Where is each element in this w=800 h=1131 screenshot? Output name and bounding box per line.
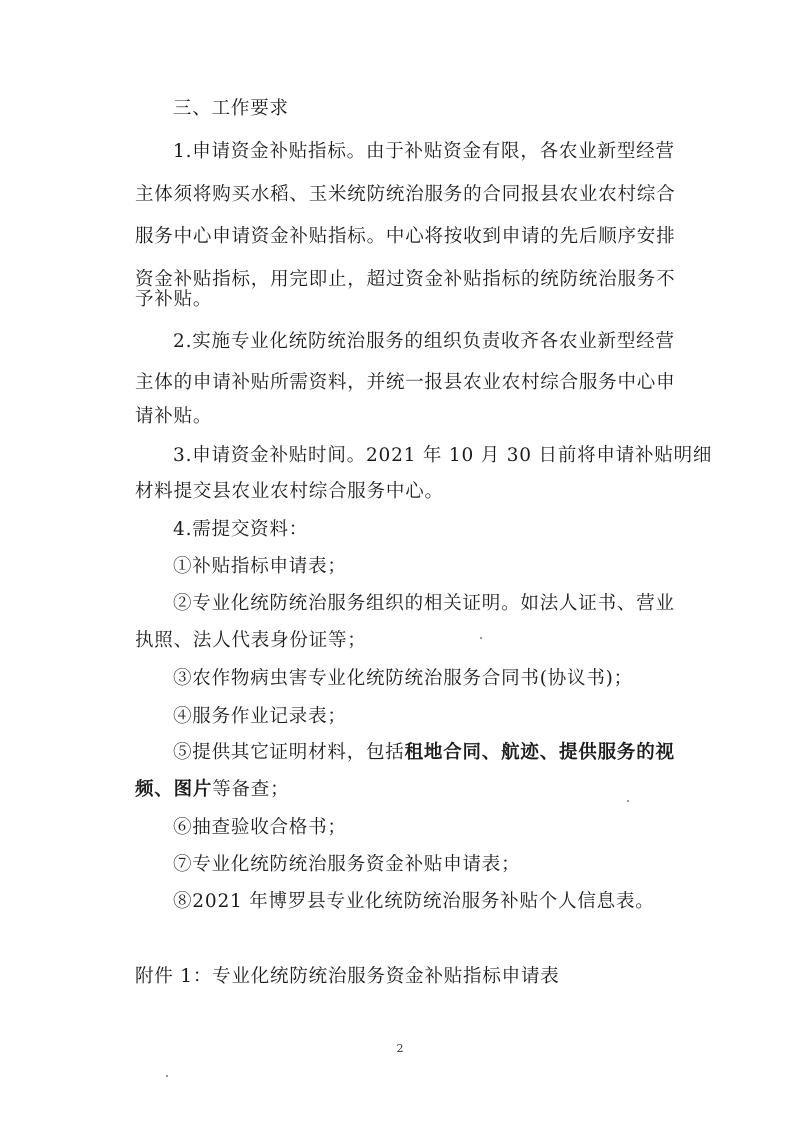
material-6: ⑥抽查验收合格书；	[173, 817, 347, 838]
material-5-text-2: 等备查；	[212, 779, 290, 800]
item1-line-2: 主体须将购买水稻、玉米统防统治服务的合同报县农业农村综合	[135, 184, 676, 205]
item2-line-1: 2.实施专业化统防统治服务的组织负责收齐各农业新型经营	[173, 331, 675, 352]
item1-line-5: 予补贴。	[135, 289, 213, 310]
material-5-bold-text-2: 频、图片	[135, 779, 213, 800]
page-number: 2	[396, 1042, 404, 1055]
material-5-line-1	[173, 741, 675, 765]
item3-line-2: 材料提交县农业农村综合服务中心。	[135, 481, 444, 502]
material-5-bold-text: 租地合同、航迹、提供服务的视	[404, 742, 675, 763]
material-5-text: ⑤提供其它证明材料，包括	[173, 742, 405, 763]
item4-heading: 4.需提交资料：	[173, 519, 309, 540]
item2-line-3: 请补贴。	[135, 406, 213, 427]
scan-speck	[166, 1075, 168, 1077]
material-8: ⑧2021 年博罗县专业化统防统治服务补贴个人信息表。	[173, 891, 655, 912]
section-heading: 三、工作要求	[173, 98, 289, 119]
material-2-line-1: ②专业化统防统治服务组织的相关证明。如法人证书、营业	[173, 593, 675, 614]
scan-speck	[480, 637, 482, 639]
item1-line-1: 1.申请资金补贴指标。由于补贴资金有限，各农业新型经营	[173, 141, 675, 162]
material-3: ③农作物病虫害专业化统防统治服务合同书(协议书)；	[173, 668, 633, 689]
material-4: ④服务作业记录表；	[173, 706, 347, 727]
item1-line-4: 资金补贴指标，用完即止，超过资金补贴指标的统防统治服务不	[135, 269, 676, 290]
attachment-note: 附件 1：专业化统防统治服务资金补贴指标申请表	[135, 966, 560, 987]
material-5-line-2	[135, 778, 289, 802]
item3-line-1: 3.申请资金补贴时间。2021 年 10 月 30 日前将申请补贴明细	[173, 445, 713, 466]
material-1: ①补贴指标申请表；	[173, 556, 347, 577]
material-7: ⑦专业化统防统治服务资金补贴申请表；	[173, 854, 521, 875]
item1-line-3: 服务中心申请资金补贴指标。中心将按收到申请的先后顺序安排	[135, 226, 676, 247]
item2-line-2: 主体的申请补贴所需资料，并统一报县农业农村综合服务中心申	[135, 372, 676, 393]
scan-speck	[627, 800, 629, 802]
material-2-line-2: 执照、法人代表身份证等；	[135, 630, 367, 651]
